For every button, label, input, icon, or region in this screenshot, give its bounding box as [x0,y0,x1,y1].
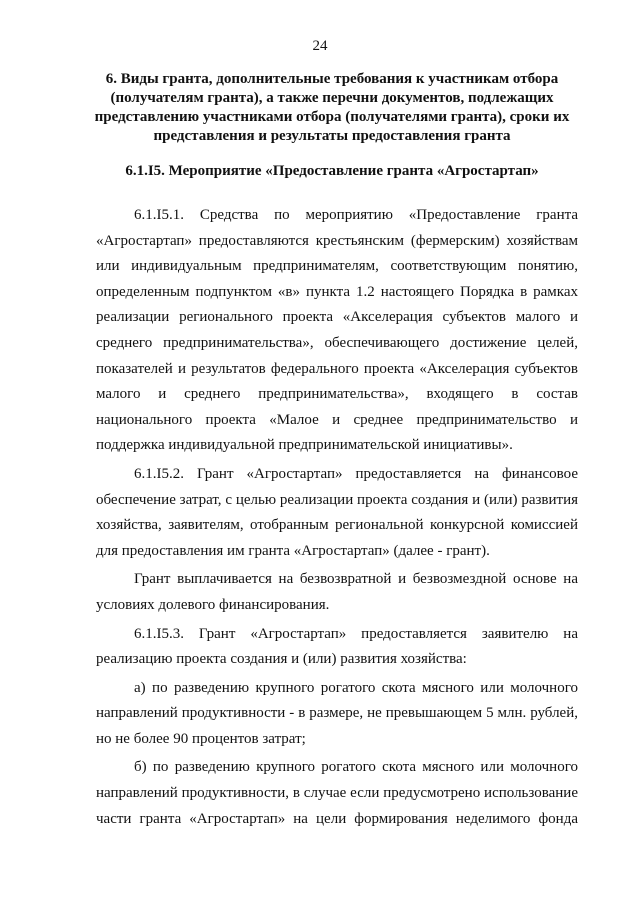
paragraph-grant-terms: Грант выплачивается на безвозвратной и безвозмездной основе на условиях долевого финансирования. [96,571,578,613]
page-number: 24 [312,38,328,54]
sub-heading: 6.1.I5. Мероприятие «Предоставление гранта «Агростартап» [125,163,539,179]
paragraph-6-1-i5-2: 6.1.I5.2. Грант «Агростартап» предоставляется на финансовое обеспечение затрат, с целью реализации проекта создания и (или) развития хозяйства, заявителям, отобранным региональной конкурсной комиссией для предоставления им гранта «Агростартап» (далее - грант). [96,465,578,559]
paragraph-item-a: а) по разведению крупного рогатого скота мясного или молочного направлений продуктивности - в размере, не превышающем 5 млн. рублей, но не более 90 процентов затрат; [96,679,578,747]
paragraph-6-1-i5-1: 6.1.I5.1. Средства по мероприятию «Предоставление гранта «Агростартап» предоставляются крестьянским (фермерским) хозяйствам или индивидуальным предпринимателям, соответствующим понятию, определенным подпунктом «в» пункта 1.2 настоящего Порядка в рамках реализации регионального проекта «Акселерация субъектов малого и среднего предпринимательства», обеспечивающего достижение целей, показателей и результатов федерального проекта «Акселерация субъектов малого и среднего предпринимательства», входящего в состав национального проекта «Малое и среднее предпринимательство и поддержка индивидуальной предпринимательской инициативы». [96,207,578,454]
paragraph-6-1-i5-3: 6.1.I5.3. Грант «Агростартап» предоставляется заявителю на реализацию проекта создания и (или) развития хозяйства: [96,625,578,668]
section-heading: 6. Виды гранта, дополнительные требования к участникам отбора (получателям гранта), а также перечни документов, подлежащих представлению участниками отбора (получателями гранта), сроки их представления и результаты предоставления гранта [94,71,570,144]
paragraph-item-b: б) по разведению крупного рогатого скота мясного или молочного направлений продуктивности, в случае если предусмотрено использование части гранта «Агростартап» на цели формирования неделимого фонда [96,759,578,827]
body-text [96,203,578,832]
